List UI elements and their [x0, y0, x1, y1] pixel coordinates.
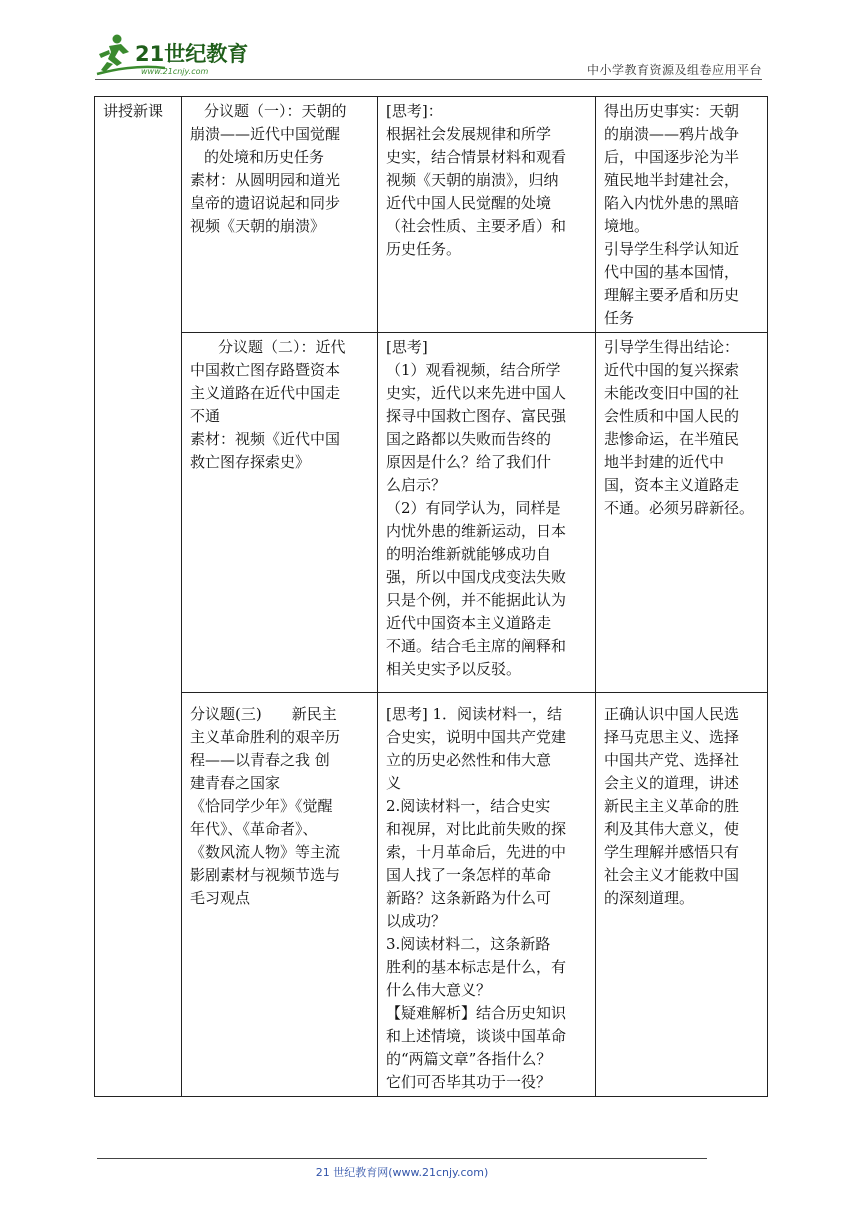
- intent-line: 后，中国逐步沦为半: [604, 148, 740, 166]
- activity-line: 索，十月革命后，先进的中: [386, 843, 567, 861]
- intent-cell: [596, 693, 768, 1097]
- topic-cell: [182, 333, 378, 693]
- intent-line: 择马克思主义、选择: [604, 728, 740, 746]
- intent-line: 社会主义才能救中国: [604, 866, 740, 884]
- activity-line: 原因是什么？给了我们什: [386, 453, 552, 471]
- activity-line: 近代中国人民觉醒的处境: [386, 194, 552, 212]
- activity-line: 国人找了一条怎样的革命: [386, 866, 552, 884]
- intent-line: 引导学生得出结论：: [604, 338, 740, 356]
- section-label: 讲授新课: [103, 102, 164, 120]
- header-divider: [95, 79, 762, 80]
- topic-line: 不通: [190, 407, 221, 425]
- topic-line: 分议题(三) 新民主: [190, 705, 337, 723]
- lesson-table: [94, 96, 768, 1097]
- topic-line: 程——以青春之我 创: [190, 751, 330, 769]
- intent-line: 近代中国的复兴探索: [604, 361, 740, 379]
- topic-line: 《数风流人物》等主流: [190, 843, 341, 861]
- intent-line: 的深刻道理。: [604, 889, 695, 907]
- activity-line: 近代中国资本主义道路走: [386, 614, 552, 632]
- footer-divider: [97, 1158, 707, 1159]
- intent-line: 任务: [604, 309, 635, 327]
- table-row: [95, 97, 768, 333]
- activity-cell: [378, 97, 596, 333]
- intent-line: 境地。: [604, 217, 650, 235]
- activity-line: 义: [386, 774, 402, 792]
- intent-cell: [596, 333, 768, 693]
- activity-line: 【疑难解析】结合历史知识: [386, 1004, 567, 1022]
- topic-line: 素材：视频《近代中国: [190, 430, 341, 448]
- activity-line: 历史任务。: [386, 240, 462, 258]
- intent-line: 正确认识中国人民选: [604, 705, 740, 723]
- activity-line: 探寻中国救亡图存、富民强: [386, 407, 567, 425]
- activity-line: 相关史实予以反驳。: [386, 660, 522, 678]
- activity-line: 以成功？: [386, 912, 447, 930]
- topic-line: 崩溃——近代中国觉醒: [190, 125, 341, 143]
- activity-cell: [378, 333, 596, 693]
- logo-wordmark: 21世纪教育: [135, 42, 249, 66]
- page-header: [95, 30, 762, 80]
- activity-line: 的“两篇文章”各指什么？: [386, 1050, 552, 1068]
- intent-cell: [596, 97, 768, 333]
- intent-line: 不通。必须另辟新径。: [604, 499, 755, 517]
- activity-line: 的明治维新就能够成功自: [386, 545, 552, 563]
- intent-line: 会主义的道理，讲述: [604, 774, 740, 792]
- activity-line: 2.阅读材料一，结合史实: [386, 797, 551, 815]
- intent-line: 利及其伟大意义，使: [604, 820, 740, 838]
- activity-line: 史实，结合情景材料和观看: [386, 148, 567, 166]
- activity-line: 和上述情境，谈谈中国革命: [386, 1027, 567, 1045]
- activity-line: （1）观看视频，结合所学: [386, 361, 561, 379]
- activity-cell: [378, 693, 596, 1097]
- topic-line: 皇帝的遗诏说起和同步: [190, 194, 341, 212]
- activity-line: （社会性质、主要矛盾）和: [386, 217, 567, 235]
- activity-line: 根据社会发展规律和所学: [386, 125, 552, 143]
- activity-line: 只是个例，并不能据此认为: [386, 591, 567, 609]
- topic-line: 《恰同学少年》《觉醒: [190, 797, 333, 815]
- table-row: [95, 693, 768, 1097]
- topic-line: 的处境和历史任务: [204, 148, 325, 166]
- section-label-cell: [95, 97, 182, 1097]
- intent-line: 悲惨命运，在半殖民: [604, 430, 740, 448]
- activity-line: 强，所以中国戊戌变法失败: [386, 568, 567, 586]
- activity-line: 不通。结合毛主席的阐释和: [386, 637, 567, 655]
- topic-line: 分议题（一）：天朝的: [204, 102, 347, 120]
- runner-icon: [99, 35, 129, 73]
- activity-line: 胜利的基本标志是什么，有: [386, 958, 567, 976]
- topic-line: 救亡图存探索史》: [190, 453, 311, 471]
- topic-line: 视频《天朝的崩溃》: [190, 217, 326, 235]
- topic-line: 中国救亡图存路暨资本: [190, 361, 341, 379]
- activity-line: 么启示？: [386, 476, 447, 494]
- activity-line: 新路？这条新路为什么可: [386, 889, 552, 907]
- activity-line: [思考]：: [386, 102, 443, 120]
- intent-line: 中国共产党、选择社: [604, 751, 740, 769]
- topic-line: 建青春之国家: [190, 774, 281, 792]
- intent-line: 新民主主义革命的胜: [604, 797, 740, 815]
- activity-line: 国之路都以失败而告终的: [386, 430, 552, 448]
- platform-name: 中小学教育资源及组卷应用平台: [586, 63, 762, 77]
- intent-line: 会性质和中国人民的: [604, 407, 740, 425]
- activity-line: 3.阅读材料二，这条新路: [386, 935, 551, 953]
- intent-line: 国，资本主义道路走: [604, 476, 740, 494]
- site-logo: [95, 30, 265, 78]
- intent-line: 陷入内忧外患的黑暗: [604, 194, 740, 212]
- topic-cell: [182, 693, 378, 1097]
- intent-line: 代中国的基本国情，: [604, 263, 740, 281]
- activity-line: （2）有同学认为，同样是: [386, 499, 561, 517]
- activity-line: 史实，近代以来先进中国人: [386, 384, 567, 402]
- activity-line: 它们可否毕其功于一役？: [386, 1073, 552, 1091]
- topic-line: 主义道路在近代中国走: [190, 384, 341, 402]
- intent-line: 殖民地半封建社会，: [604, 171, 740, 189]
- footer-link[interactable]: 21 世纪教育网(www.21cnjy.com): [315, 1166, 489, 1179]
- topic-cell: [182, 97, 378, 333]
- topic-line: 影剧素材与视频节选与: [190, 866, 341, 884]
- activity-line: [思考]: [386, 338, 428, 356]
- intent-line: 引导学生科学认知近: [604, 240, 740, 258]
- intent-line: 未能改变旧中国的社: [604, 384, 740, 402]
- topic-line: 年代》、《革命者》、: [190, 820, 318, 838]
- activity-line: 什么伟大意义？: [386, 981, 492, 999]
- topic-line: 主义革命胜利的艰辛历: [190, 728, 341, 746]
- intent-line: 理解主要矛盾和历史: [604, 286, 740, 304]
- table-row: [95, 333, 768, 693]
- activity-line: 和视屏，对比此前失败的探: [386, 820, 567, 838]
- topic-line: 分议题（二）：近代: [218, 338, 346, 356]
- activity-line: 视频《天朝的崩溃》，归纳: [386, 171, 559, 189]
- activity-line: 内忧外患的维新运动，日本: [386, 522, 567, 540]
- activity-line: [思考] 1．阅读材料一，结: [386, 705, 563, 723]
- logo-url: www.21cnjy.com: [141, 67, 209, 76]
- intent-line: 学生理解并感悟只有: [604, 843, 740, 861]
- intent-line: 地半封建的近代中: [604, 453, 725, 471]
- topic-line: 毛习观点: [190, 889, 251, 907]
- intent-line: 的崩溃——鸦片战争: [604, 125, 740, 143]
- intent-line: 得出历史事实：天朝: [604, 102, 740, 120]
- activity-line: 立的历史必然性和伟大意: [386, 751, 552, 769]
- topic-line: 素材：从圆明园和道光: [190, 171, 341, 189]
- activity-line: 合史实，说明中国共产党建: [386, 728, 567, 746]
